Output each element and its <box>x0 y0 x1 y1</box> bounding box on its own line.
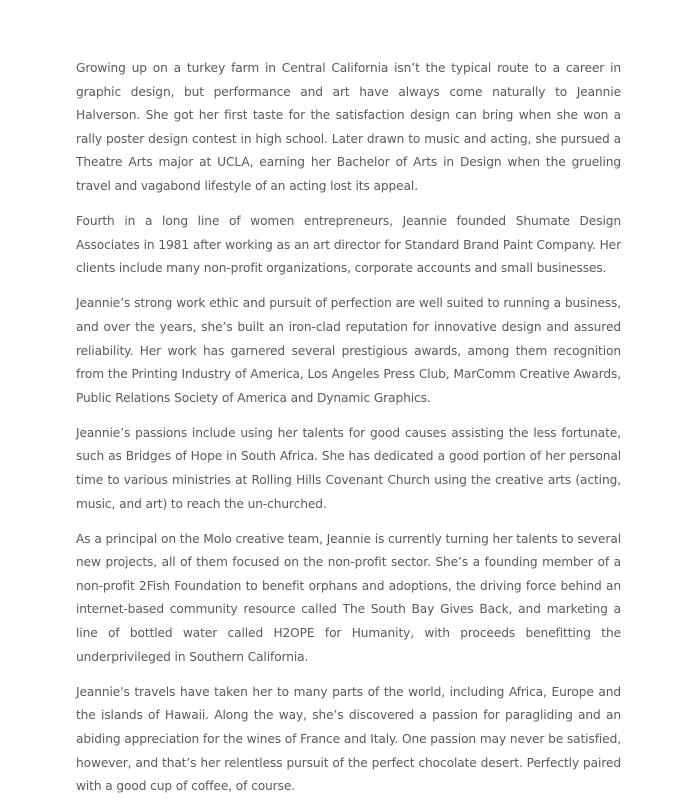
bio-paragraph-6: Jeannie's travels have taken her to many parts of the world, including Africa, Europe and the islands of Hawaii. Along the way, she’s discovered a passion for paragliding and an abiding appreciation for the wines of France and Italy. One passion may never be satisfied, however, and that’s her relentless pursuit of the perfect chocolate desert. Perfectly paired with a good cup of coffee, of course. <box>76 684 621 794</box>
bio-paragraph-1: Growing up on a turkey farm in Central California isn’t the typical route to a career in graphic design, but performance and art have always come naturally to Jeannie Halverson. She got her first taste for the satisfaction design can bring when she won a rally poster design contest in high school. Later drawn to music and acting, she pursued a Theatre Arts major at UCLA, earning her Bachelor of Arts in Design when the grueling travel and vagabond lifestyle of an acting lost its appeal. <box>76 61 621 193</box>
bio-paragraph-2: Fourth in a long line of women entrepreneurs, Jeannie founded Shumate Design Associates in 1981 after working as an art director for Standard Brand Paint Company. Her clients include many non-profit organizations, corporate accounts and small businesses. <box>76 214 621 276</box>
bio-paragraph-5: As a principal on the Molo creative team, Jeannie is currently turning her talents to several new projects, all of them focused on the non-profit sector. She’s a founding member of a non-profit 2Fish Foundation to benefit orphans and adoptions, the driving force behind an internet-based community resource called The South Bay Gives Back, and marketing a line of bottled water called H2OPE for Humanity, with proceeds benefitting the underprivileged in Southern California. <box>76 531 621 664</box>
bio-paragraph-4: Jeannie’s passions include using her talents for good causes assisting the less fortunate, such as Bridges of Hope in South Africa. She has dedicated a good portion of her personal time to various ministries at Rolling Hills Covenant Church using the creative arts (acting, music, and art) to reach the un-churched. <box>76 425 621 511</box>
bio-article <box>76 57 621 810</box>
bio-paragraph-3: Jeannie’s strong work ethic and pursuit of perfection are well suited to running a business, and over the years, she’s built an iron-clad reputation for innovative design and assured reliability. Her work has garnered several prestigious awards, among them recognition from the Printing Industry of America, Los Angeles Press Club, MarComm Creative Awards, Public Relations Society of America and Dynamic Graphics. <box>76 296 621 405</box>
